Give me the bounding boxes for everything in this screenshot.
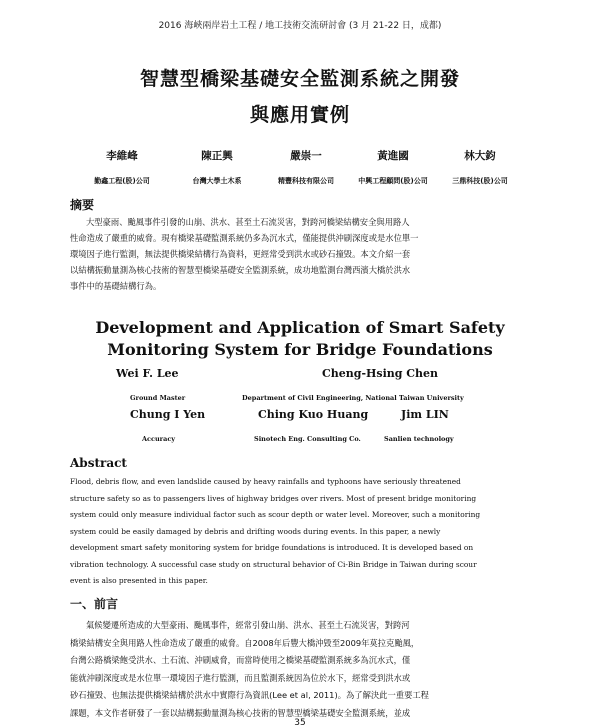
abstract-zh-line: 大型豪雨、颱風事件引發的山崩、洪水、甚至土石流災害，對跨河橋梁結構安全與用路人 <box>86 217 410 227</box>
author-en-lin-affiliation: Sanlien technology <box>384 435 454 443</box>
author-en-lin-name: Jim LIN <box>401 408 449 421</box>
abstract-zh-line: 以結構振動量測為核心技術的智慧型橋梁基礎安全監測系統，成功地監測台灣西濱大橋於洪水 <box>70 265 411 275</box>
author-en-huang-affiliation: Sinotech Eng. Consulting Co. <box>254 435 361 443</box>
intro-line: 砂石撞毀、也無法提供橋梁結構於洪水中實際行為資訊(Lee et al, 2011)。為了解決此一重要工程 <box>70 690 429 700</box>
author-affiliation: 精豐科技有限公司 <box>278 177 334 185</box>
title-en-line1: Development and Application of Smart Safety <box>95 318 505 337</box>
abstract-en-line: system could be easily damaged by debris and drifting woods during events. In this paper, a newly <box>70 526 441 536</box>
abstract-zh-body <box>70 214 532 294</box>
abstract-en-line: system could only measure individual factor such as scour depth or water level. Moreover, such a monitoring <box>70 510 481 519</box>
author-en-lee-affiliation: Ground Master <box>130 394 186 402</box>
author-name: 黃進國 <box>377 150 409 162</box>
intro-line: 橋梁結構安全與用路人性命造成了嚴重的威脅。自2008年后豐大橋沖毀至2009年莫拉克颱風， <box>70 637 420 648</box>
abstract-en-line: event is also presented in this paper. <box>70 576 208 585</box>
title-en-line2: Monitoring System for Bridge Foundations <box>107 340 493 359</box>
conference-header: 2016 海峽兩岸岩土工程 / 地工技術交流研討會 (3 月 21-22 日，成都) <box>158 21 442 31</box>
intro-line: 台灣公路橋梁飽受洪水、土石流、沖刷威脅，而當時使用之橋梁基礎監測系統多為沉水式，僅 <box>70 655 411 665</box>
abstract-en-line: Flood, debris flow, and even landslide caused by heavy rainfalls and typhoons have seriously threatened <box>70 477 461 486</box>
page-number: 35 <box>294 718 306 728</box>
abstract-en-heading: Abstract <box>70 456 127 470</box>
author-en-chen-name: Cheng-Hsing Chen <box>322 367 439 380</box>
author-en-chen-affiliation: Department of Civil Engineering, National Taiwan University <box>242 394 464 402</box>
author-affiliation: 台灣大學土木系 <box>192 177 242 185</box>
abstract-zh-line: 事件中的基礎結構行為。 <box>70 281 162 291</box>
abstract-en-line: structure safety so as to passengers lives of highway bridges over rivers. Most of present bridge monitoring <box>70 493 477 503</box>
abstract-en-line: vibration technology. A successful case study on structural behavior of Ci-Bin Bridge in Taiwan during scour <box>70 559 477 569</box>
abstract-en-line: development smart safety monitoring system for bridge foundations is introduced. It is developed based on <box>70 543 474 552</box>
author-zh-5 <box>420 148 540 186</box>
title-zh-line2: 與應用實例 <box>249 104 350 126</box>
intro-line: 能就沖刷深度或是水位單一環境因子進行監測，而且監測系統因為位於水下，經常受到洪水或 <box>70 672 411 683</box>
author-en-huang-name: Ching Kuo Huang <box>258 408 369 421</box>
author-en-yen-name: Chung I Yen <box>130 408 206 421</box>
author-en-lee-name: Wei F. Lee <box>116 367 179 380</box>
abstract-en-body <box>70 474 530 590</box>
intro-line: 課題，本文作者研發了一套以結構振動量測為核心技術的智慧型橋梁基礎安全監測系統，並成 <box>70 707 411 718</box>
author-en-yen-affiliation: Accuracy <box>142 435 176 443</box>
author-name: 嚴崇一 <box>290 150 322 162</box>
abstract-zh-line: 環境因子進行監測，無法提供橋梁結構行為資料，更經常受到洪水或砂石撞毀。本文介紹一套 <box>70 249 411 259</box>
title-zh-line1: 智慧型橋梁基礎安全監測系統之開發 <box>139 68 460 90</box>
author-affiliation: 勤鑫工程(股)公司 <box>94 177 150 185</box>
author-affiliation: 三鼎科技(股)公司 <box>452 177 508 185</box>
author-name: 林大鈞 <box>464 150 496 162</box>
intro-line: 氣候變遷所造成的大型豪雨、颱風事件，經常引發山崩、洪水、甚至土石流災害，對跨河 <box>86 620 410 630</box>
intro-heading: 一、前言 <box>70 597 119 611</box>
intro-body <box>70 617 532 722</box>
abstract-zh-heading: 摘要 <box>70 198 95 212</box>
author-name: 陳正興 <box>201 150 233 162</box>
author-affiliation: 中興工程顧問(股)公司 <box>358 177 428 185</box>
abstract-zh-line: 性命造成了嚴重的威脅。現有橋梁基礎監測系統仍多為沉水式，僅能提供沖刷深度或是水位單一 <box>70 233 419 243</box>
author-name: 李維峰 <box>106 150 138 162</box>
